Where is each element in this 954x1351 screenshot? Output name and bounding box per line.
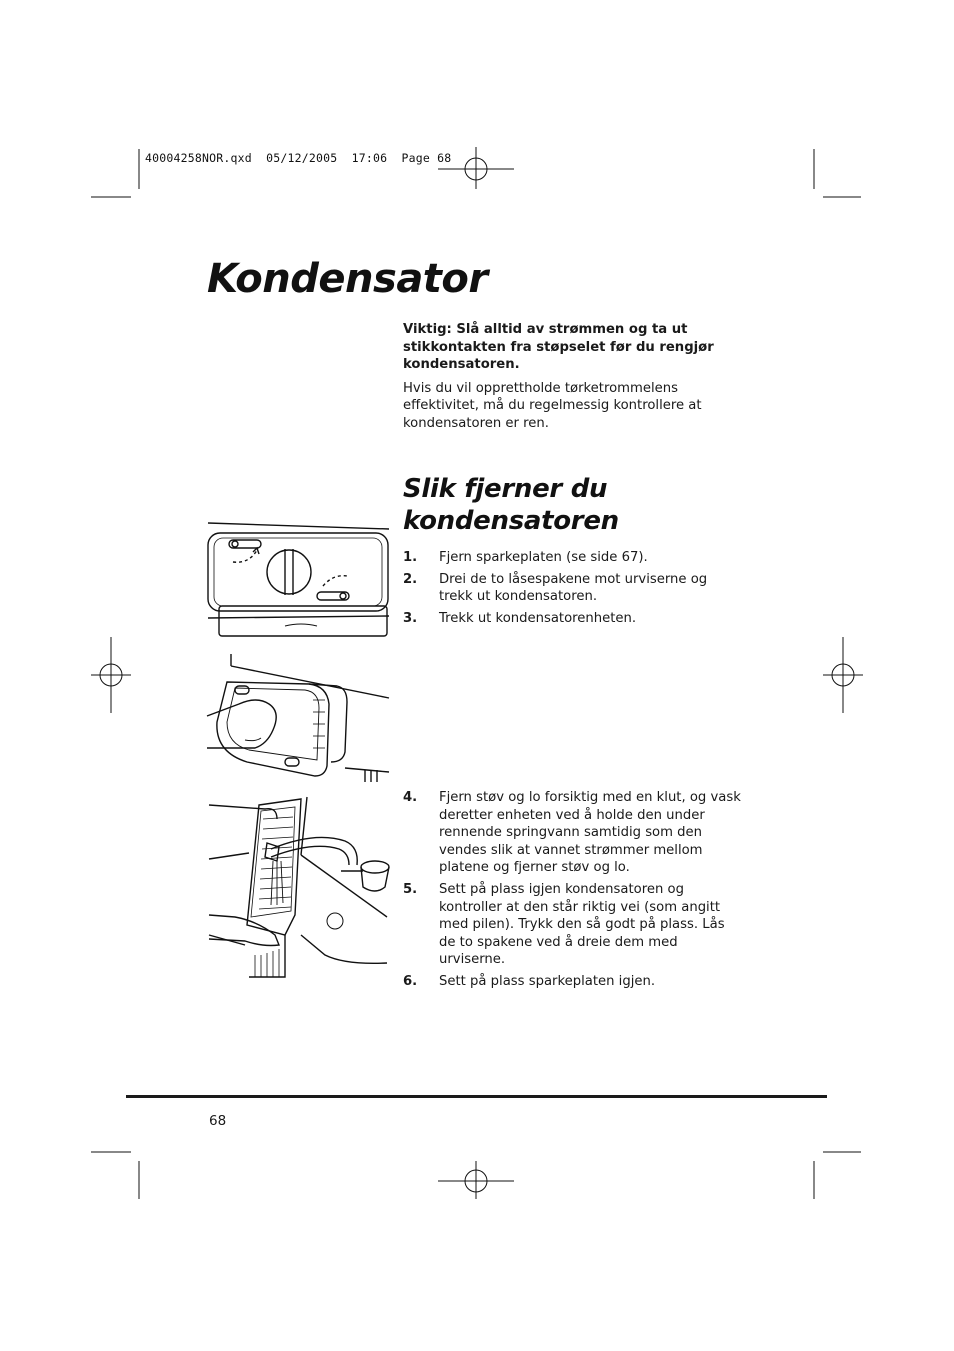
registration-mark-top (438, 147, 514, 189)
rinse-condenser-illustration (205, 795, 391, 981)
step-item (403, 881, 743, 969)
step-number: 4. (403, 790, 418, 805)
safety-warning: Viktig: Slå alltid av strømmen og ta ut stikkontakten fra støpselet før du rengjør kondensatoren. (403, 322, 714, 373)
page-title: Kondensator (207, 256, 488, 302)
step-item (403, 973, 743, 991)
step-text: Trekk ut kondensatorenheten. (439, 610, 637, 626)
step-number: 3. (403, 610, 418, 626)
steps-list-2 (403, 789, 743, 995)
intro-block (403, 321, 733, 439)
footer-rule (126, 1095, 827, 1098)
print-slug: 40004258NOR.qxd 05/12/2005 17:06 Page 68 (145, 151, 452, 165)
registration-mark-right (823, 637, 863, 713)
step-number: 1. (403, 550, 418, 565)
step-text: Drei de to låsespakene mot urviserne og trekk ut kondensatoren. (439, 571, 708, 605)
step-item (403, 571, 743, 606)
step-text: Sett på plass igjen kondensatoren og kontroller at den står riktig vei (som angitt med pilen). Trykk den så godt på plass. Lås de to spakene ved å dreie dem med urviserne. (439, 881, 725, 968)
step-item (403, 789, 743, 877)
registration-mark-bottom (438, 1161, 514, 1199)
steps-list-1 (403, 549, 743, 631)
step-text: Fjern sparkeplaten (se side 67). (439, 550, 648, 565)
step-number: 5. (403, 881, 418, 897)
intro-text: Hvis du vil opprettholde tørketrommelens effektivitet, må du regelmessig kontrollere at kondensatoren er ren. (403, 380, 702, 431)
step-text: Sett på plass sparkeplaten igjen. (439, 973, 656, 989)
step-item (403, 549, 743, 567)
condenser-cover-illustration (205, 520, 391, 640)
step-number: 6. (403, 973, 418, 989)
section-title: Slik fjerner du kondensatoren (403, 474, 619, 536)
page-number: 68 (209, 1113, 227, 1129)
pull-out-condenser-illustration (205, 652, 391, 784)
step-text: Fjern støv og lo forsiktig med en klut, og vask deretter enheten ved å holde den under rennende springvann samtidig som den vendes slik at vannet strømmer mellom platene og fjerner støv og lo. (439, 790, 741, 876)
registration-mark-left (91, 637, 131, 713)
step-number: 2. (403, 571, 418, 587)
step-item (403, 610, 743, 628)
